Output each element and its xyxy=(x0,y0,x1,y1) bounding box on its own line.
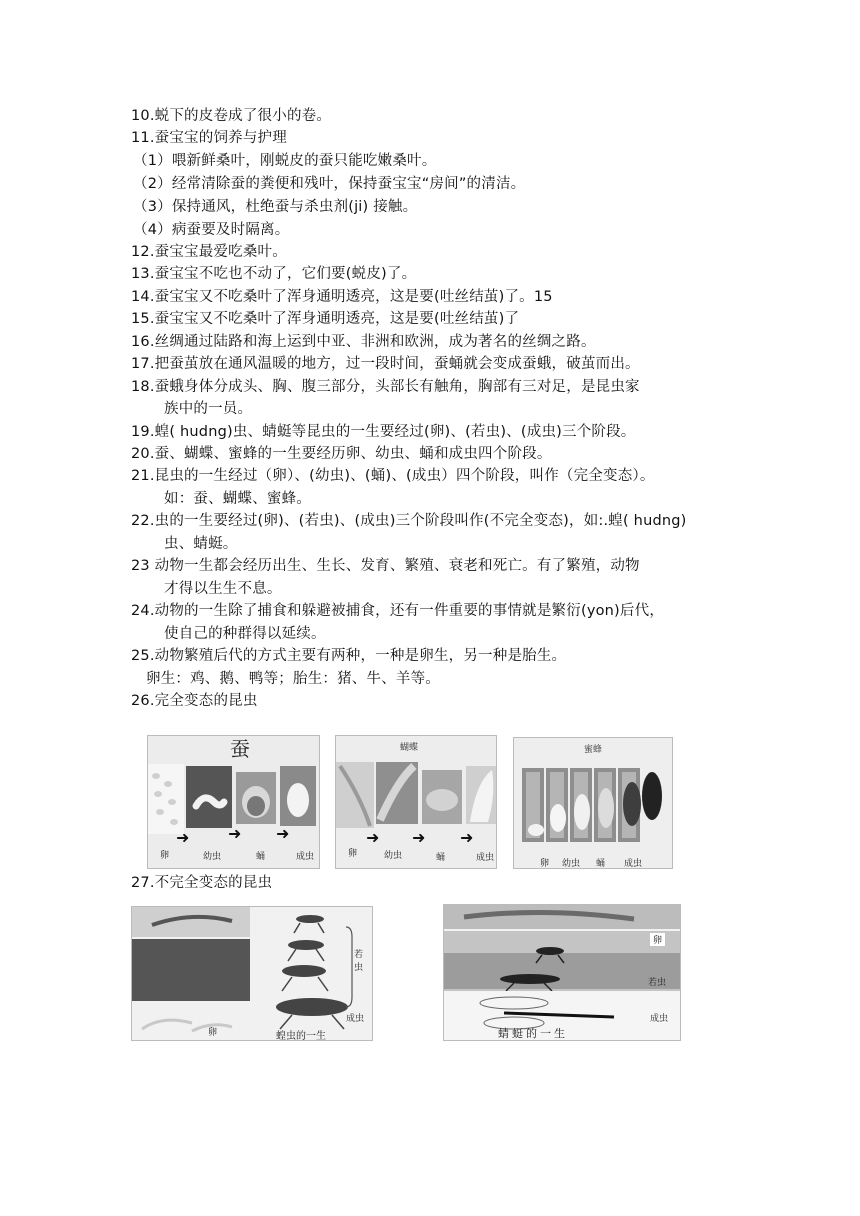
text-line-18-cont: 族中的一员。 xyxy=(164,401,253,417)
arrow-icon: ➜ xyxy=(228,824,242,843)
dragonfly-lifecycle-illustration xyxy=(444,905,680,1040)
stage-label-larva: 幼虫 xyxy=(562,859,581,869)
text-line-13: 13.蚕宝宝不吃也不动了，它们要(蜕皮)了。 xyxy=(131,266,417,282)
text-line-17: 17.把蚕茧放在通风温暖的地方，过一段时间，蚕蛹就会变成蚕蛾，破茧而出。 xyxy=(131,356,640,372)
bee-photo-title: 蜜蜂 xyxy=(584,745,603,755)
text-line-11-2: （2）经常清除蚕的粪便和残叶，保持蚕宝宝“房间”的清洁。 xyxy=(133,176,526,192)
silkworm-lifecycle-illustration xyxy=(148,736,319,868)
text-line-22-cont: 虫、蜻蜓。 xyxy=(164,536,238,552)
butterfly-photo-title: 蝴蝶 xyxy=(400,743,419,753)
text-line-11-3: （3）保持通风，杜绝蚕与杀虫剂(ji) 接触。 xyxy=(133,199,418,215)
text-line-11-1: （1）喂新鲜桑叶，刚蜕皮的蚕只能吃嫩桑叶。 xyxy=(133,153,437,169)
stage-label-larva: 幼虫 xyxy=(384,851,403,861)
arrow-icon: ➜ xyxy=(176,828,190,847)
text-line-24: 24.动物的一生除了捕食和躲避被捕食，还有一件重要的事情就是繁衍(yon)后代， xyxy=(131,603,665,619)
silkworm-photo-title: 蚕 xyxy=(230,737,250,761)
text-line-11-4: （4）病蚕要及时隔离。 xyxy=(133,222,290,238)
text-line-25: 25.动物繁殖后代的方式主要有两种，一种是卵生，另一种是胎生。 xyxy=(131,648,567,664)
locust-lifecycle-caption: 蝗虫的一生 xyxy=(276,1031,326,1041)
text-line-12: 12.蚕宝宝最爱吃桑叶。 xyxy=(131,244,287,260)
locust-lifecycle-illustration xyxy=(132,907,372,1040)
bee-lifecycle-illustration xyxy=(514,738,672,868)
butterfly-lifecycle-illustration xyxy=(336,736,496,868)
dragonfly-lifecycle-caption: 蜻蜓的一生 xyxy=(498,1027,568,1040)
stage-label-pupa: 蛹 xyxy=(596,859,606,869)
stage-label-adult: 成虫 xyxy=(650,1014,669,1024)
text-line-24-cont: 使自己的种群得以延续。 xyxy=(164,626,326,642)
text-line-19: 19.蝗( hudng)虫、蜻蜓等昆虫的一生要经过(卵)、(若虫)、(成虫)三个阶段。 xyxy=(131,424,636,440)
text-line-18: 18.蚕蛾身体分成头、胸、腹三部分，头部长有触角，胸部有三对足，是昆虫家 xyxy=(131,379,640,395)
stage-label-nymph: 若虫 xyxy=(354,950,364,973)
stage-label-egg: 卵 xyxy=(208,1028,218,1038)
heading-incomplete-metamorphosis: 27.不完全变态的昆虫 xyxy=(131,875,273,891)
text-line-14: 14.蚕宝宝又不吃桑叶了浑身通明透亮，这是要(吐丝结茧)了。15 xyxy=(131,289,553,305)
arrow-icon: ➜ xyxy=(460,828,474,847)
text-line-16: 16.丝绸通过陆路和海上运到中亚、非洲和欧洲，成为著名的丝绸之路。 xyxy=(131,334,596,350)
stage-label-egg: 卵 xyxy=(160,851,170,861)
stage-label-egg: 卵 xyxy=(540,859,550,869)
text-line-11: 11.蚕宝宝的饲养与护理 xyxy=(131,130,287,146)
arrow-icon: ➜ xyxy=(366,828,380,847)
text-line-20: 20.蚕、蝴蝶、蜜蜂的一生要经历卵、幼虫、蛹和成虫四个阶段。 xyxy=(131,446,552,462)
stage-label-pupa: 蛹 xyxy=(436,853,446,863)
stage-label-adult: 成虫 xyxy=(624,859,643,869)
stage-label-nymph: 若虫 xyxy=(648,978,667,988)
stage-label-adult: 成虫 xyxy=(296,852,315,862)
stage-label-adult: 成虫 xyxy=(346,1014,365,1024)
stage-label-egg: 卵 xyxy=(348,849,358,859)
text-line-25-cont: 卵生：鸡、鹅、鸭等；胎生：猪、牛、羊等。 xyxy=(146,671,440,687)
text-line-23-cont: 才得以生生不息。 xyxy=(164,581,282,597)
stage-label-larva: 幼虫 xyxy=(203,852,222,862)
arrow-icon: ➜ xyxy=(276,824,290,843)
text-line-23: 23 动物一生都会经历出生、生长、发育、繁殖、衰老和死亡。有了繁殖，动物 xyxy=(131,558,640,574)
stage-label-egg: 卵 xyxy=(650,933,665,946)
heading-complete-metamorphosis: 26.完全变态的昆虫 xyxy=(131,693,258,709)
stage-label-adult: 成虫 xyxy=(476,853,495,863)
silkworm-lifecycle-photo xyxy=(147,735,320,869)
text-line-21: 21.昆虫的一生经过（卵）、(幼虫)、(蛹)、(成虫）四个阶段，叫作（完全变态）。 xyxy=(131,468,655,484)
text-line-22: 22.虫的一生要经过(卵)、(若虫)、(成虫)三个阶段叫作(不完全变态)，如:.蝗( hudng) xyxy=(131,513,687,529)
arrow-icon: ➜ xyxy=(412,828,426,847)
text-line-21-cont: 如：蚕、蝴蝶、蜜蜂。 xyxy=(164,491,311,507)
bee-lifecycle-photo xyxy=(513,737,673,869)
butterfly-lifecycle-photo xyxy=(335,735,497,869)
dragonfly-lifecycle-photo xyxy=(443,904,681,1041)
stage-label-pupa: 蛹 xyxy=(256,852,266,862)
text-line-10: 10.蜕下的皮卷成了很小的卷。 xyxy=(131,108,332,124)
locust-lifecycle-photo xyxy=(131,906,373,1041)
text-line-15: 15.蚕宝宝又不吃桑叶了浑身通明透亮，这是要(吐丝结茧)了 xyxy=(131,311,520,327)
